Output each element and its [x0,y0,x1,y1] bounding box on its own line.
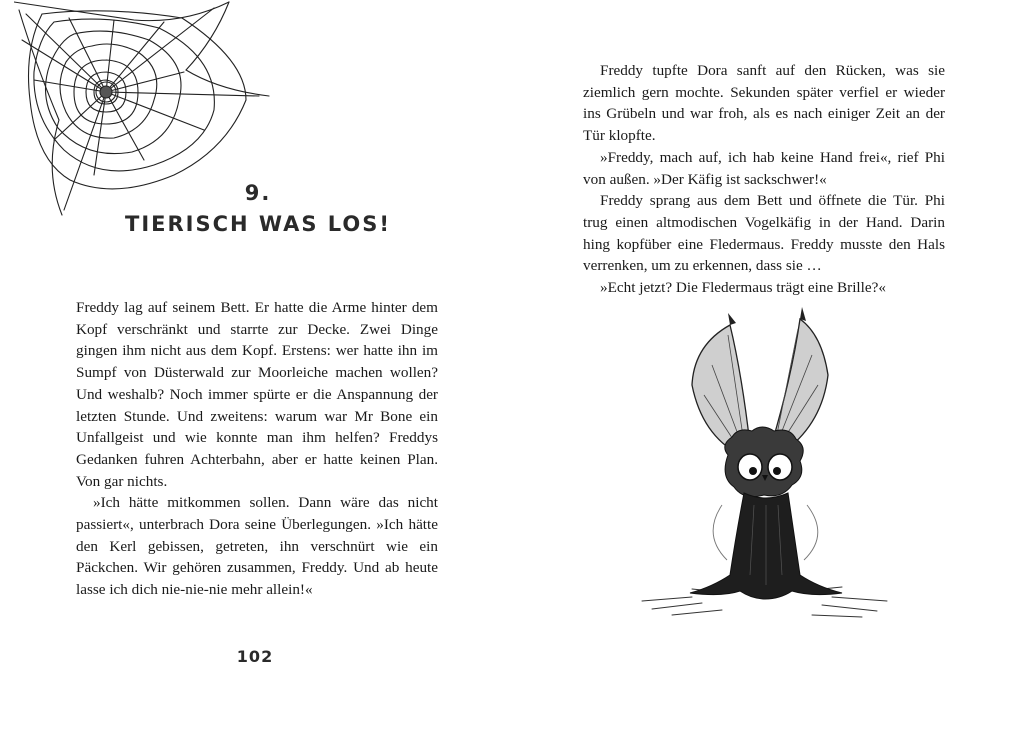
page-number: 102 [236,647,274,666]
paragraph: »Freddy, mach auf, ich hab keine Hand frei«, rief Phi von außen. »Der Käfig ist sackschwer!« [583,148,945,188]
paragraph: »Ich hätte mitkommen sollen. Dann wäre das nicht passiert«, unterbrach Dora seine Überlegungen. »Ich hätte den Kerl gebissen, getreten, ihn verschnürt wie ein Päckchen. Wir gehören zusammen, Freddy. Und ab heute lasse ich dich nie-nie-nie mehr allein!« [76,494,438,599]
paragraph: Freddy tupfte Dora sanft auf den Rücken, was sie ziemlich gern mochte. Sekunden später verfiel er wieder ins Grübeln und war froh, als es nach einiger Zeit an der Tür klopfte. [583,62,945,145]
paragraph: Freddy lag auf seinem Bett. Er hatte die Arme hinter dem Kopf verschränkt und starrte zur Decke. Zwei Dinge gingen ihm nicht aus dem Kopf. Erstens: wer hatte ihn im Sumpf von Düsterwald zur Moorleiche machen wollen? Und weshalb? Noch immer spürte er die Anspannung der letzten Stunde. Und zweitens: warum war Mr Bone ein Unfallgeist und wie konnte man ihm helfen? Freddys Gedanken fuhren Achterbahn, aber er hatte keinen Plan. Von gar nichts. [76,299,438,490]
chapter-number: 9. [244,181,272,205]
paragraph: Freddy sprang aus dem Bett und öffnete die Tür. Phi trug einen altmodischen Vogelkäfig in der Hand. Darin hing kopfüber eine Fledermaus. Freddy musste den Hals verrenken, um zu erkennen, dass sie … [583,192,945,275]
right-page [510,0,1020,729]
right-page-body [583,60,945,299]
bat-illustration [632,305,902,625]
paragraph: »Echt jetzt? Die Fledermaus trägt eine Brille?« [600,279,886,297]
left-page-body [76,297,438,601]
chapter-title: TIERISCH WAS LOS! [125,212,391,236]
